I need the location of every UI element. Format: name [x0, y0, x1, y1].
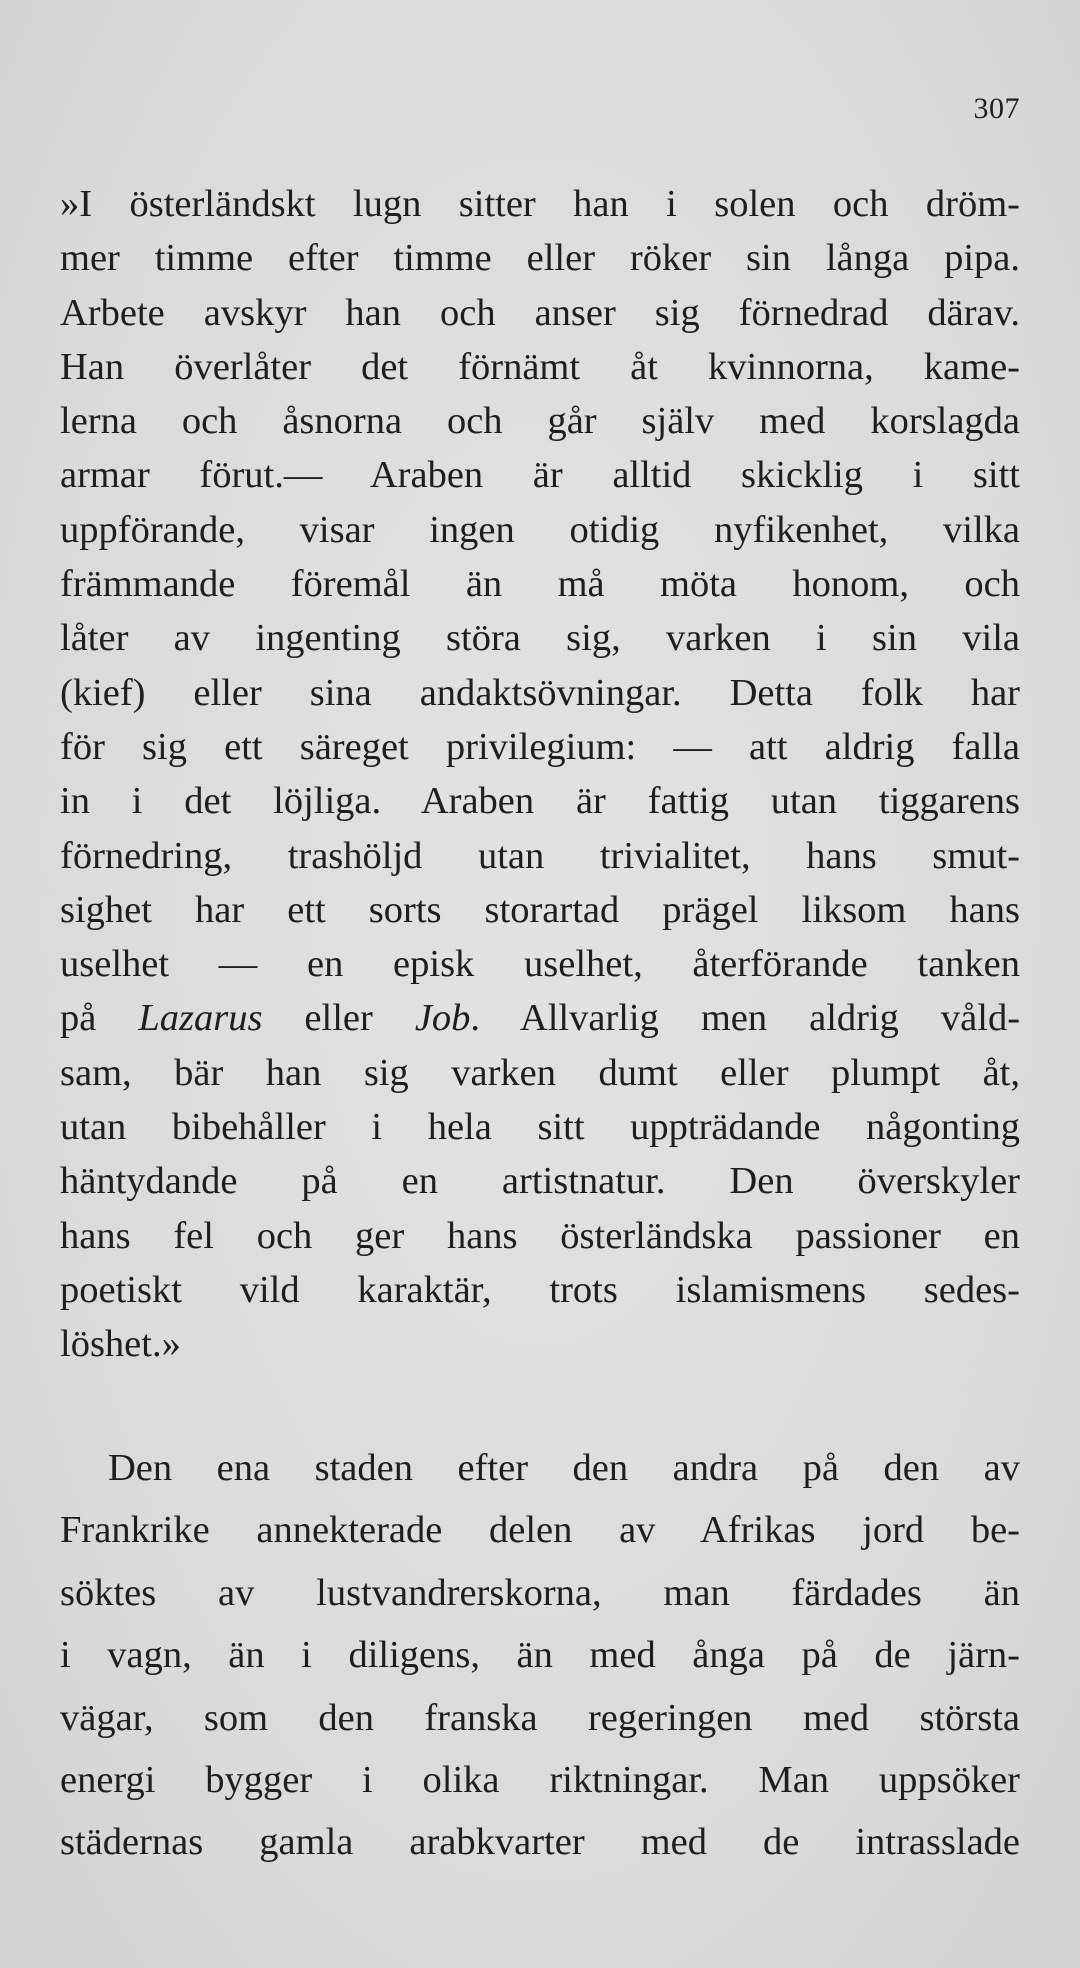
text-line: poetiskt vild karaktär, trots islamismens sedes-	[60, 1268, 1020, 1311]
text-line: vägar, som den franska regeringen med största	[60, 1696, 1020, 1739]
text-line: utan bibehåller i hela sitt uppträdande någonting	[60, 1106, 1020, 1149]
text-line: löshet.»	[60, 1323, 181, 1366]
line-suffix: . Allvarlig men aldrig våld-	[470, 997, 1021, 1040]
text-line: främmande föremål än må möta honom, och	[60, 563, 1020, 606]
text-line: låter av ingenting störa sig, varken i sin vila	[60, 617, 1020, 660]
text-line: »I österländskt lugn sitter han i solen och dröm-	[60, 183, 1020, 225]
line-middle: eller	[262, 997, 415, 1040]
text-line: armar förut.— Araben är alltid skicklig i sitt	[60, 454, 1020, 497]
text-line: för sig ett säreget privilegium: — att aldrig falla	[60, 725, 1020, 768]
text-line: förnedring, trashöljd utan trivialitet, hans smut-	[60, 834, 1020, 877]
text-line: (kief) eller sina andaktsövningar. Detta folk har	[60, 671, 1020, 714]
text-line: energi bygger i olika riktningar. Man uppsöker	[60, 1758, 1020, 1801]
name-job: Job	[414, 997, 471, 1040]
text-line: sighet har ett sorts storartad prägel liksom hans	[60, 888, 1020, 931]
line-prefix: på	[60, 997, 139, 1040]
text-line: Han överlåter det förnämt åt kvinnorna, kame-	[60, 345, 1020, 388]
text-line: städernas gamla arabkvarter med de intrasslade	[60, 1821, 1020, 1864]
text-line: mer timme efter timme eller röker sin långa pipa.	[60, 237, 1020, 280]
text-line: uselhet — en episk uselhet, återförande tanken	[60, 943, 1020, 986]
text-line: söktes av lustvandrerskorna, man färdades än	[60, 1571, 1020, 1614]
text-line: Frankrike annekterade delen av Afrikas jord be-	[60, 1509, 1020, 1552]
text-line: hans fel och ger hans österländska passioner en	[60, 1214, 1020, 1257]
text-line: i vagn, än i diligens, än med ånga på de järn-	[60, 1634, 1020, 1677]
text-line: uppförande, visar ingen otidig nyfikenhet, vilka	[60, 508, 1020, 551]
text-line: Arbete avskyr han och anser sig förnedrad därav.	[60, 291, 1020, 334]
text-line-with-names	[60, 991, 1020, 1045]
text-line: häntydande på en artistnatur. Den överskyler	[60, 1160, 1020, 1203]
text-line: in i det löjliga. Araben är fattig utan tiggarens	[60, 780, 1020, 823]
narrative-paragraph	[60, 1437, 1020, 1874]
text-line: lerna och åsnorna och går själv med korslagda	[60, 400, 1020, 443]
text-line: Den ena staden efter den andra på den av	[108, 1447, 1020, 1489]
name-lazarus: Lazarus	[138, 997, 263, 1040]
page-number: 307	[973, 92, 1020, 125]
quote-paragraph	[60, 177, 1020, 1372]
text-line: sam, bär han sig varken dumt eller plumpt åt,	[60, 1051, 1020, 1094]
